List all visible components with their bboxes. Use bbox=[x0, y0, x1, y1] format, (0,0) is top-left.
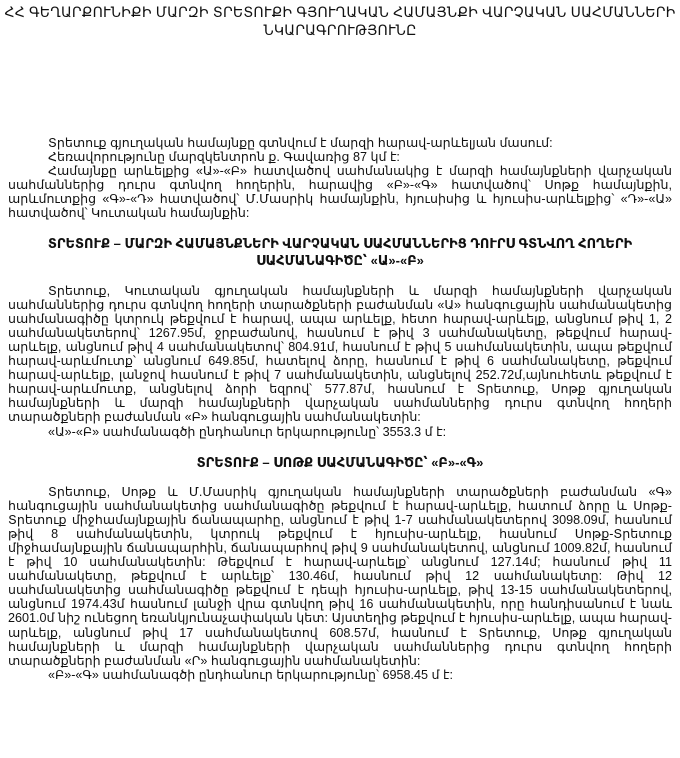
section-ab-total: «Ա»-«Բ» սահմանագծի ընդհանուր երկարությունը՝ 3553.3 մ է: bbox=[48, 424, 447, 439]
section-bg-heading: ՏՐԵՏՈՒՔ – ՍՈԹՔ ՍԱՀՄԱՆԱԳԻԾԸ՝ «Բ»-«Գ» bbox=[196, 454, 484, 470]
intro-neighbors: Համայնքը արևելքից «Ա»-«Բ» հատվածով սահմանակից է մարզի համայնքների վարչական սահմաններից դուրս գտնվող հողերին, հարավից «Բ»-«Գ» հատվածով՝ Սոթք համայնքին, արևմուտքից «Գ»-«Դ» հատվածով՝ Մ.Մասրիկ համայնքին, հյուսիսից և հյուսիս-արևելքից՝ «Դ»-«Ա» հատվածով՝ Կուտական համայնքին: bbox=[8, 164, 672, 221]
intro-distance: Հեռավորությունը մարզկենտրոն ք. Գավառից 87 կմ է: bbox=[48, 150, 400, 165]
section-ab-text: Տրետուք, Կուտական գյուղական համայնքների և մարզի համայնքների վարչական սահմաններից դուրս գտնվող հողերի տարածքների բաժանման «Ա» հանգուցային սահմանակետից սահմանագիծը կտրուկ թեքվում է հարավ, ապա արևելք, հետո հարավ-արևելք, անցնում թիվ 1, 2 սահմանակետերով՝ 1267.95մ, ջրբաժանով, հասնում է թիվ 3 սահմանակետը, թեքվում հարավ-արևելք, անցնում թիվ 4 սահմանակետով՝ 804.91մ, հասնում է թիվ 5 սահմանակետին, ապա թեքվում հարավ-արևմուտք՝ անցնում 649.85մ, հատելով ձորը, հասնում է թիվ 6 սահմանակետը, թեքվում հարավ-արևելք, լանջով հասնում է թիվ 7 սահմանակետին, անցնելով 252.72մ,այնուհետև թեքվում է հարավ-արևմուտք, անցնելով ձորի եզրով՝ 577.87մ, հասնում է Տրետուք, Սոթք գյուղական համայնքների և մարզի համայնքների վարչական սահմաններից դուրս գտնվող հողերի տարածքների բաժանման «Բ» հանգուցային սահմանակետին: bbox=[8, 283, 672, 425]
section-ab-heading: ՏՐԵՏՈՒՔ – ՄԱՐԶԻ ՀԱՄԱՅՆՔՆԵՐԻ ՎԱՐՉԱԿԱՆ ՍԱՀՄԱՆՆԵՐԻՑ ԴՈՒՐՍ ԳՏՆՎՈՂ ՀՈՂԵՐԻ ՍԱՀՄԱՆԱԳԻԾԸ՝ «Ա»-«Բ» bbox=[47, 235, 633, 268]
section-bg-total: «Բ»-«Գ» սահմանագծի ընդհանուր երկարությունը՝ 6958.45 մ է: bbox=[48, 667, 453, 682]
section-bg-text: Տրետուք, Սոթք և Մ.Մասրիկ գյուղական համայնքների տարածքների բաժանման «Գ» հանգուցային սահմանակետից սահմանագիծը թեքվում է հարավ-արևելք, հատում ձորը և Սոթք-Տրետուք միջհամայնքային ճանապարհը, անցնում է թիվ 1-7 սահմանակետերով 3098.09մ, հասնում թիվ 8 սահմանակետին, կտրուկ թեքվում է հյուսիս-արևելք, հասնում Սոթք-Տրետուք միջհամայնքային ճանապարհին, ճանապարհով թիվ 9 սահմանակետով, անցնում 1009.82մ, հասնում է թիվ 10 սահմանակետին: Թեքվում է հարավ-արևելք՝ անցնում 127.14մ; հասնում թիվ 11 սահմանակետը, թեքվում է արևելք՝ 130.46մ, հասնում թիվ 12 սահմանակետը: Թիվ 12 սահմանակետից սահմանագիծը թեքվում է դեպի հյուսիս-արևելք, թիվ 13-15 սահմանակետերով, անցնում 1974.43մ հասնում լանջի վրա գտնվող թիվ 16 սահմանակետին, որը հանդիսանում է նաև 2601.0մ նիշ ունեցող եռանկյունաչափական կետ: Այստեղից թեքվում է հյուսիս-արևելք, ապա հարավ-արևելք, անցնում թիվ 17 սահմանակետով 608.57մ, հասնում է Տրետուք, Սոթք գյուղական համայնքների և մարզի համայնքների վարչական սահմաններից դուրս գտնվող հողերի տարածքների բաժանման «Ր» հանգուցային սահմանակետին: bbox=[8, 484, 672, 668]
document-body bbox=[8, 136, 672, 682]
document-title: ՀՀ ԳԵՂԱՐՔՈՒՆԻՔԻ ՄԱՐԶԻ ՏՐԵՏՈՒՔԻ ԳՅՈՒՂԱԿԱՆ ՀԱՄԱՅՆՔԻ ՎԱՐՉԱԿԱՆ ՍԱՀՄԱՆՆԵՐԻ ՆԿԱՐԱԳՐՈՒԹՅՈՒՆԸ bbox=[4, 4, 676, 38]
intro-location: Տրետուք գյուղական համայնքը գտնվում է մարզի հարավ-արևելյան մասում: bbox=[48, 136, 553, 150]
